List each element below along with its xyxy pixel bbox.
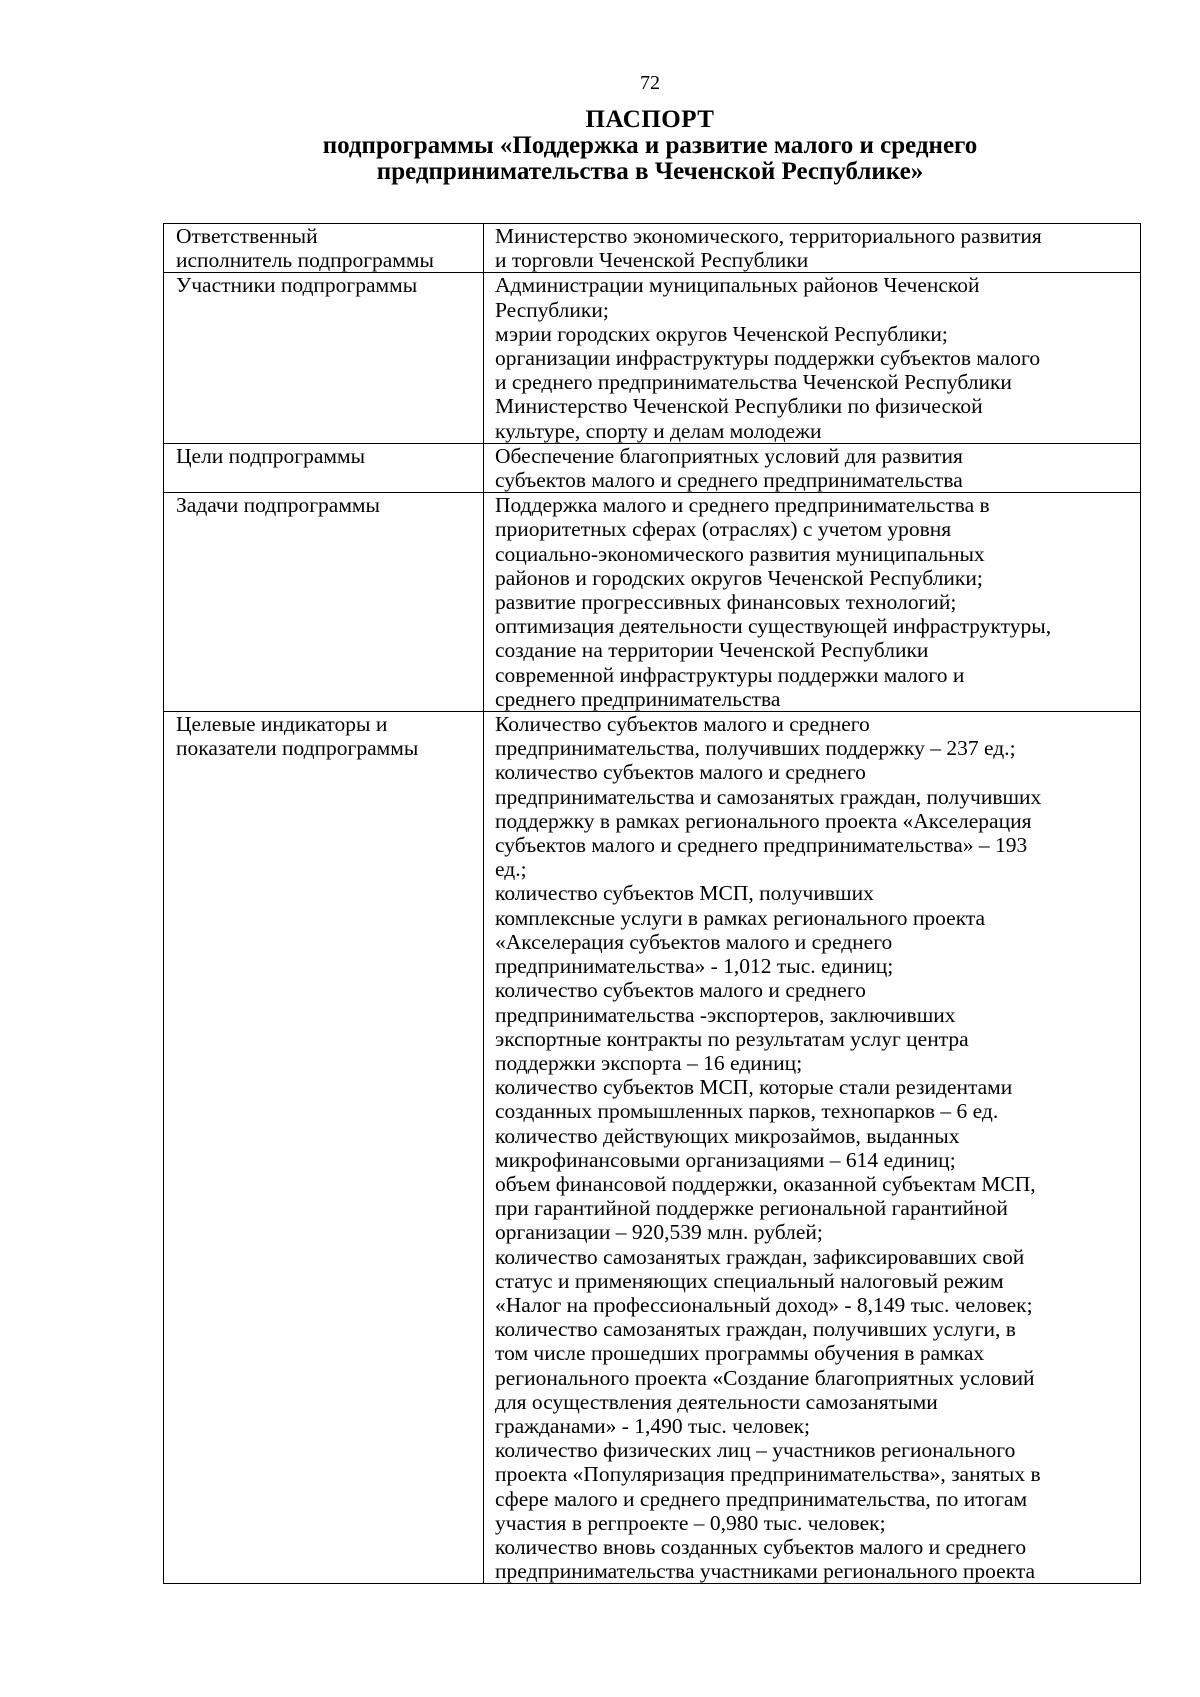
row-content-line: «Акселерация субъектов малого и среднего: [495, 929, 893, 954]
row-content-line: микрофинансовыми организациями – 614 единиц;: [495, 1147, 956, 1172]
row-content-line: количество физических лиц – участников регионального: [495, 1438, 1016, 1463]
row-content-line: проекта «Популяризация предпринимательства», занятых в: [495, 1462, 1041, 1487]
row-content-cell: [484, 443, 1141, 492]
row-content-line: созданных промышленных парков, технопарков – 6 ед.: [495, 1099, 999, 1124]
row-content-line: развитие прогрессивных финансовых технологий;: [495, 590, 957, 615]
row-content-line: организации инфраструктуры поддержки субъектов малого: [495, 346, 1041, 371]
row-content-line: количество самозанятых граждан, зафиксировавших свой: [495, 1244, 1025, 1269]
row-label-line: Задачи подпрограммы: [176, 493, 380, 518]
row-content-cell: [484, 224, 1141, 273]
table-row: [164, 493, 1141, 712]
row-content-line: и торговли Чеченской Республики: [495, 248, 809, 273]
row-label-cell: [164, 273, 484, 443]
row-content-line: том числе прошедших программы обучения в рамках: [495, 1341, 985, 1366]
row-content-line: субъектов малого и среднего предпринимательства» – 193: [495, 833, 1028, 858]
page-number: 72: [640, 72, 660, 94]
row-content-line: приоритетных сферах (отраслях) с учетом уровня: [495, 517, 952, 542]
row-content-line: культуре, спорту и делам молодежи: [495, 418, 822, 443]
row-label-line: показатели подпрограммы: [176, 736, 419, 761]
row-content-line: и среднего предпринимательства Чеченской Республики: [495, 370, 1012, 395]
passport-table: [163, 223, 1141, 1584]
row-content-line: количество действующих микрозаймов, выданных: [495, 1123, 960, 1148]
row-content-line: комплексные услуги в рамках регионального проекта: [495, 905, 986, 930]
row-content-line: предпринимательства, получивших поддержку – 237 ед.;: [495, 736, 1016, 761]
row-content-line: объем финансовой поддержки, оказанной субъектам МСП,: [495, 1171, 1036, 1196]
row-content-line: поддержку в рамках регионального проекта «Акселерация: [495, 808, 1032, 833]
row-content-line: гражданами» - 1,490 тыс. человек;: [495, 1413, 810, 1438]
row-content-line: социально-экономического развития муниципальных: [495, 541, 985, 566]
row-content-line: предпринимательства участниками регионального проекта: [495, 1559, 1036, 1584]
row-content-line: при гарантийной поддержке региональной гарантийной: [495, 1196, 1008, 1221]
row-content-line: ед.;: [495, 857, 527, 882]
row-content-line: экспортные контракты по результатам услуг центра: [495, 1026, 969, 1051]
row-content-cell: [484, 493, 1141, 712]
row-content-line: среднего предпринимательства: [495, 686, 781, 711]
row-content-line: «Налог на профессиональный доход» - 8,149 тыс. человек;: [495, 1292, 1033, 1317]
row-label-cell: [164, 443, 484, 492]
document-title: ПАСПОРТ: [585, 106, 715, 133]
row-label-cell: [164, 712, 484, 1584]
row-content-line: сфере малого и среднего предпринимательства, по итогам: [495, 1486, 1028, 1511]
row-content-line: предпринимательства» - 1,012 тыс. единиц;: [495, 954, 894, 979]
row-content-line: поддержки экспорта – 16 единиц;: [495, 1050, 803, 1075]
row-content-line: организации – 920,539 млн. рублей;: [495, 1220, 823, 1245]
row-content-line: количество вновь созданных субъектов малого и среднего: [495, 1534, 1027, 1559]
table-row: [164, 273, 1141, 443]
document-subtitle-line: подпрограммы «Поддержка и развитие малого и среднего: [322, 132, 978, 159]
row-content-line: для осуществления деятельности самозанятыми: [495, 1389, 938, 1414]
table-row: [164, 224, 1141, 273]
document-heading: [0, 107, 1200, 185]
row-content-line: количество субъектов МСП, получивших: [495, 881, 874, 906]
row-content-line: регионального проекта «Создание благоприятных условий: [495, 1365, 1035, 1390]
row-label-cell: [164, 493, 484, 712]
row-content-line: предпринимательства и самозанятых граждан, получивших: [495, 784, 1042, 809]
row-content-line: Обеспечение благоприятных условий для развития: [495, 443, 963, 468]
row-content-line: количество субъектов малого и среднего: [495, 760, 866, 785]
row-content-line: участия в регпроекте – 0,980 тыс. человек;: [495, 1510, 886, 1535]
row-content-line: статус и применяющих специальный налоговый режим: [495, 1268, 1004, 1293]
row-content-line: предпринимательства -экспортеров, заключивших: [495, 1002, 956, 1027]
row-content-line: Министерство экономического, территориального развития: [495, 224, 1042, 248]
row-label-line: Целевые индикаторы и: [176, 712, 388, 737]
row-content-line: количество субъектов МСП, которые стали резидентами: [495, 1075, 1013, 1100]
document-subtitle-line: предпринимательства в Чеченской Республике»: [376, 158, 924, 185]
row-content-line: Количество субъектов малого и среднего: [495, 712, 870, 737]
row-label-line: Участники подпрограммы: [176, 273, 418, 298]
row-content-line: Поддержка малого и среднего предпринимательства в: [495, 493, 990, 518]
row-content-cell: [484, 273, 1141, 443]
table-row: [164, 712, 1141, 1584]
row-content-line: количество субъектов малого и среднего: [495, 978, 866, 1003]
row-content-line: Администрации муниципальных районов Чеченской: [495, 273, 980, 298]
row-content-cell: [484, 712, 1141, 1584]
table-row: [164, 443, 1141, 492]
row-label-line: исполнитель подпрограммы: [176, 248, 434, 273]
row-content-line: оптимизация деятельности существующей инфраструктуры,: [495, 614, 1052, 639]
row-label-line: Ответственный: [176, 224, 318, 248]
row-content-line: современной инфраструктуры поддержки малого и: [495, 662, 965, 687]
row-content-line: районов и городских округов Чеченской Республики;: [495, 565, 983, 590]
row-content-line: Республики;: [495, 297, 609, 322]
row-label-line: Цели подпрограммы: [176, 443, 366, 468]
row-content-line: Министерство Чеченской Республики по физической: [495, 394, 983, 419]
row-content-line: субъектов малого и среднего предпринимательства: [495, 468, 963, 493]
row-label-cell: [164, 224, 484, 273]
row-content-line: мэрии городских округов Чеченской Республики;: [495, 321, 948, 346]
row-content-line: количество самозанятых граждан, получивших услуги, в: [495, 1317, 1016, 1342]
row-content-line: создание на территории Чеченской Республики: [495, 638, 929, 663]
